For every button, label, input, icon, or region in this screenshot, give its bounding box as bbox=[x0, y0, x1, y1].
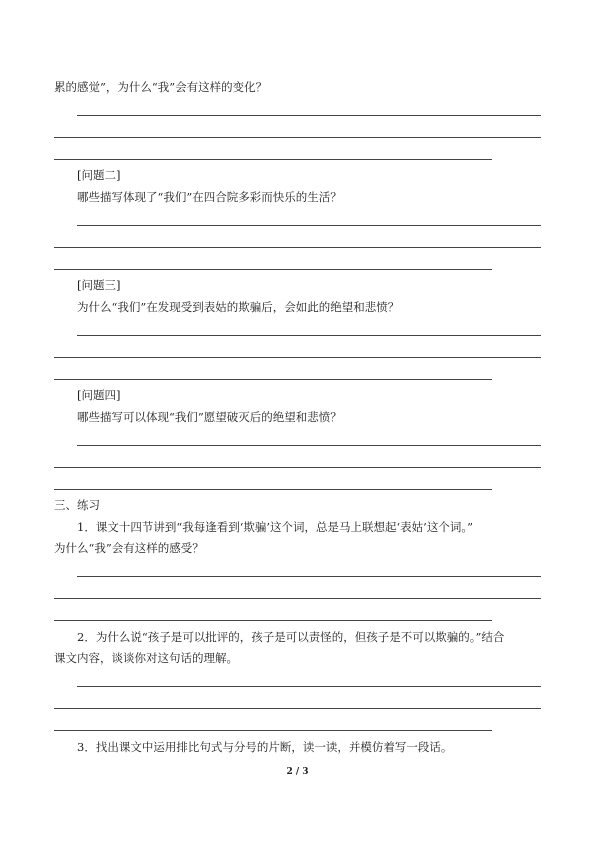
exercise-2-line-2: 课文内容，谈谈你对这句话的理解。 bbox=[54, 651, 238, 665]
exercise-1-line-2: 为什么“我”会有这样的感受？ bbox=[54, 541, 204, 555]
answer-line[interactable] bbox=[77, 115, 541, 116]
answer-line[interactable] bbox=[54, 467, 541, 468]
answer-line[interactable] bbox=[54, 489, 492, 490]
page-number: 2 / 3 bbox=[286, 767, 309, 777]
exercise-1-line-1: 1．课文十四节讲到“我每逢看到‘欺骗’这个词，总是马上联想起‘表姑’这个词。” bbox=[77, 520, 473, 534]
answer-line[interactable] bbox=[77, 225, 541, 226]
question-1-continuation: 累的感觉”，为什么“我”会有这样的变化？ bbox=[54, 80, 268, 94]
question-2-text: 哪些描写体现了“我们”在四合院多彩而快乐的生活？ bbox=[77, 190, 342, 204]
answer-line[interactable] bbox=[54, 269, 492, 270]
question-3-label: [问题三] bbox=[77, 278, 121, 292]
answer-line[interactable] bbox=[54, 598, 541, 599]
answer-line[interactable] bbox=[77, 445, 541, 446]
question-3-text: 为什么“我们”在发现受到表姑的欺骗后，会如此的绝望和悲愤？ bbox=[77, 300, 400, 314]
answer-line[interactable] bbox=[54, 620, 492, 621]
answer-line[interactable] bbox=[54, 357, 541, 358]
answer-line[interactable] bbox=[54, 708, 541, 709]
answer-line[interactable] bbox=[54, 159, 492, 160]
answer-line[interactable] bbox=[54, 730, 492, 731]
exercise-2-line-1: 2．为什么说“孩子是可以批评的，孩子是可以责怪的，但孩子是不可以欺骗的。”结合 bbox=[77, 630, 505, 644]
answer-line[interactable] bbox=[54, 247, 541, 248]
question-4-text: 哪些描写可以体现“我们”愿望破灭后的绝望和悲愤？ bbox=[77, 410, 342, 424]
question-4-label: [问题四] bbox=[77, 388, 121, 402]
answer-line[interactable] bbox=[77, 335, 541, 336]
answer-line[interactable] bbox=[54, 137, 541, 138]
question-2-label: [问题二] bbox=[77, 168, 121, 182]
answer-line[interactable] bbox=[77, 576, 541, 577]
answer-line[interactable] bbox=[77, 686, 541, 687]
exercise-3-line-1: 3．找出课文中运用排比句式与分号的片断，读一读，并模仿着写一段话。 bbox=[77, 740, 453, 754]
section-3-title: 三、练习 bbox=[54, 498, 100, 512]
answer-line[interactable] bbox=[54, 379, 492, 380]
